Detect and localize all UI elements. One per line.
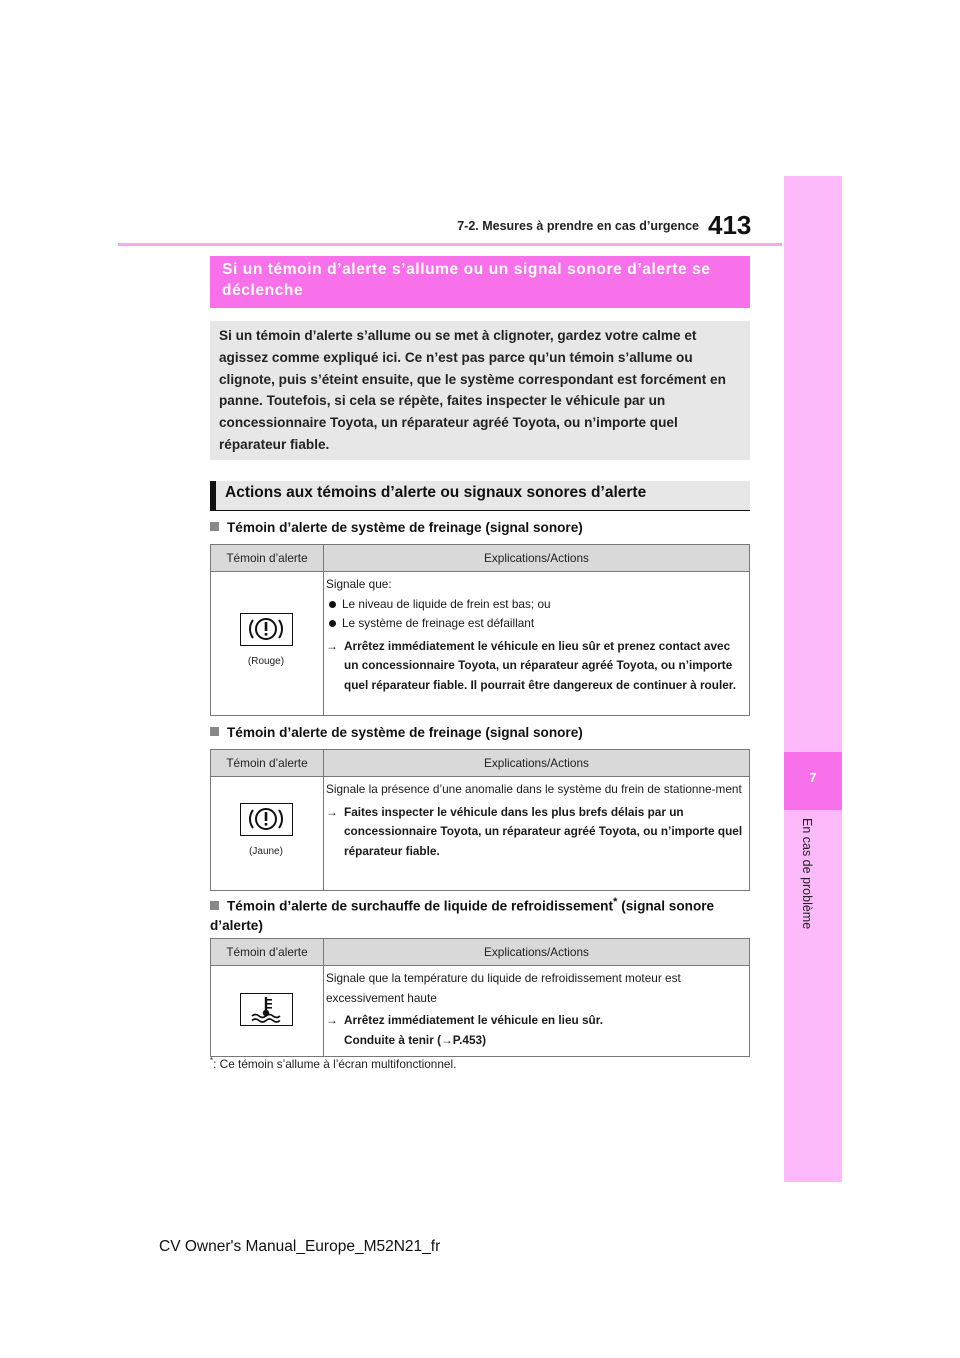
explanation-cell [324,777,750,891]
explanation-bullet: Le niveau de liquide de frein est bas; ou [326,595,745,615]
coolant-temperature-icon [240,993,293,1026]
table-header-warning: Témoin d’alerte [211,939,324,966]
subheading: Actions aux témoins d’alerte ou signaux sonores d’alerte [210,481,750,511]
footnote-text: : Ce témoin s’allume à l’écran multifonctionnel. [213,1056,457,1071]
page-number: 413 [708,210,752,240]
explanation-cell [324,572,750,716]
table-header-explanations: Explications/Actions [324,939,750,966]
page-reference[interactable]: P.453 [452,1032,483,1047]
action-prefix: Conduite à tenir ( [344,1032,441,1047]
item-title-brake-yellow [210,723,755,742]
explanation-lead: Signale la présence d’une anomalie dans le système du frein de stationne-ment [326,782,742,796]
square-bullet-icon [210,727,219,736]
intro-box: Si un témoin d’alerte s’allume ou se met à clignoter, gardez votre calme et agissez comme expliqué ici. Ce n’est pas parce qu’un témoin s’allume ou clignote, puis s’éteint ensuite, que le système correspondant est forcément en panne. Toutefois, si cela se répète, faites inspecter le véhicule par un concessionnaire Toyota, un réparateur agréé Toyota, ou n’importe quel réparateur fiable. [210,321,750,460]
document-id: CV Owner's Manual_Europe_M52N21_fr [159,1238,441,1255]
explanation-lead: Signale que la température du liquide de refroidissement moteur est excessivement haute [326,971,681,1005]
explanation-lead: Signale que: [326,577,392,591]
warning-icon-cell [211,572,324,716]
table-header-warning: Témoin d’alerte [211,545,324,572]
arrow-icon: → [441,1032,453,1047]
action-text [326,1011,745,1050]
brake-warning-icon [240,803,293,836]
explanation-bullet: Le système de freinage est défaillant [326,614,745,634]
table-header-explanations: Explications/Actions [324,750,750,777]
action-text: → Arrêtez immédiatement le véhicule en lieu sûr et prenez contact avec un concessionnaire Toyota, un réparateur agréé Toyota, ou n’importe quel réparateur fiable. Il pourrait être dangereux de continuer à rouler. [326,637,745,696]
item-title-text: Témoin d’alerte de système de freinage (signal sonore) [227,520,583,535]
explanation-cell [324,966,750,1057]
action-suffix: ) [482,1032,487,1047]
header-divider [118,243,782,246]
item-title-tail: (signal sonore d’alerte) [210,898,715,933]
square-bullet-icon [210,901,219,910]
warning-icon-cell [211,777,324,891]
warning-table-coolant [210,938,750,1057]
chapter-title: En cas de problème [800,818,814,930]
icon-caption: (Rouge) [247,655,285,667]
chapter-number: 7 [809,770,817,785]
chapter-side-tab [784,176,842,1182]
footnote [210,1056,456,1071]
main-banner: Si un témoin d’alerte s’allume ou un signal sonore d’alerte se déclenche [210,256,750,308]
section-header: 7-2. Mesures à prendre en cas d’urgence [457,219,699,233]
table-header-explanations: Explications/Actions [324,545,750,572]
footnote-mark: * [613,896,618,908]
icon-caption: (Jaune) [249,845,283,857]
warning-table-brake-red [210,544,750,716]
brake-warning-icon [240,613,293,646]
action-line-1: → Arrêtez immédiatement le véhicule en lieu sûr. [344,1013,603,1027]
item-title-brake-red [210,518,755,537]
item-title-coolant [210,893,755,935]
table-header-warning: Témoin d’alerte [211,750,324,777]
action-text: → Faites inspecter le véhicule dans les plus brefs délais par un concessionnaire Toyota, un réparateur agréé Toyota, ou n’importe quel réparateur fiable. [326,803,745,862]
square-bullet-icon [210,522,219,531]
item-title-text: Témoin d’alerte de surchauffe de liquide de refroidissement [227,898,614,914]
warning-table-brake-yellow [210,749,750,891]
item-title-text: Témoin d’alerte de système de freinage (signal sonore) [227,725,583,740]
action-line-2 [344,1031,745,1051]
footnote-mark: * [210,1056,214,1065]
warning-icon-cell [211,966,324,1057]
